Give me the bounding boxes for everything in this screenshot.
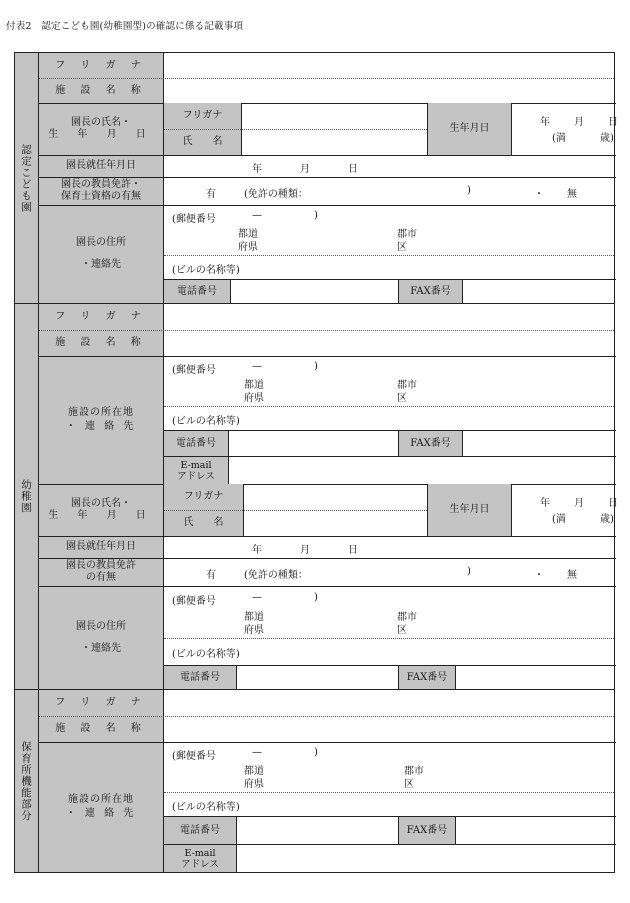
license-field[interactable]: 有 (免許の種類： ) ・ 無	[206, 185, 577, 200]
facility-name-input[interactable]	[164, 717, 614, 742]
appointment-date-label: 園長就任年月日	[66, 160, 136, 171]
section-label-yochien: 幼稚園	[15, 304, 39, 689]
director-name-birth-label: 園長の氏名・ 生 年 月 日	[48, 117, 154, 140]
director-furigana-input[interactable]	[242, 103, 427, 129]
furigana-input[interactable]	[164, 304, 614, 330]
director-furigana-input[interactable]	[244, 484, 427, 510]
facility-name-input[interactable]	[164, 331, 614, 356]
tel-input[interactable]	[237, 666, 398, 689]
fax-input[interactable]	[463, 431, 614, 456]
address-field[interactable]: (郵便番号 — ) 都道 府県 郡市 区	[172, 361, 417, 404]
email-input[interactable]	[237, 845, 614, 872]
section-label-hoikusho: 保育所機能部分	[15, 690, 39, 872]
facility-name-label: 施 設 名 称	[55, 337, 147, 348]
fax-label: FAX番号	[399, 666, 455, 689]
address-field[interactable]: (郵便番号 — ) 都道 府県 郡市 区	[172, 747, 424, 790]
tel-input[interactable]	[231, 280, 398, 303]
tel-input[interactable]	[237, 817, 398, 844]
tel-input[interactable]	[229, 431, 398, 456]
appointment-date-field[interactable]: 年 月 日	[252, 164, 358, 175]
facility-name-input[interactable]	[164, 79, 614, 103]
furigana-input[interactable]	[164, 690, 614, 716]
tel-label: 電話番号	[164, 817, 236, 844]
birthdate-label: 生年月日	[428, 484, 511, 536]
tel-label: 電話番号	[164, 431, 228, 456]
fax-input[interactable]	[463, 280, 614, 303]
director-address-label: 園長の住所 ・連絡先	[76, 620, 126, 654]
furigana-label: フ リ ガ ナ	[55, 311, 147, 322]
address-field[interactable]: (郵便番号 — ) 都道 府県 郡市 区	[172, 592, 417, 636]
director-address-label: 園長の住所 ・連絡先	[76, 237, 126, 270]
building-field[interactable]: (ビルの名称等)	[172, 416, 240, 427]
furigana-small-label: フリガナ	[164, 484, 243, 510]
fax-label: FAX番号	[399, 431, 462, 456]
fax-label: FAX番号	[399, 280, 462, 303]
director-name-birth-label: 園長の氏名・ 生 年 月 日	[48, 498, 154, 521]
facility-address-label: 施設の所在地 ・ 連 絡 先	[65, 794, 137, 819]
section-yochien	[14, 304, 618, 690]
address-field[interactable]: (郵便番号 — ) 都道 府県 郡市 区	[172, 210, 417, 253]
furigana-small-label: フリガナ	[164, 103, 241, 129]
email-label: E-mail アドレス	[164, 457, 228, 484]
license-label: 園長の教員免許 の有無	[66, 560, 136, 583]
furigana-label: フ リ ガ ナ	[55, 697, 147, 708]
director-name-input[interactable]	[242, 130, 427, 155]
form-title: 付表2 認定こども園(幼稚園型)の確認に係る記載事項	[6, 21, 244, 32]
facility-name-label: 施 設 名 称	[55, 723, 147, 734]
tel-label: 電話番号	[164, 666, 236, 689]
appointment-date-field[interactable]: 年 月 日	[252, 545, 358, 556]
fax-input[interactable]	[456, 666, 614, 689]
director-name-input[interactable]	[244, 511, 427, 536]
license-field[interactable]: 有 (免許の種類： ) ・ 無	[206, 566, 577, 581]
name-small-label: 氏 名	[164, 510, 243, 536]
email-input[interactable]	[229, 457, 614, 484]
building-field[interactable]: (ビルの名称等)	[172, 265, 240, 276]
section-nintei-kodomoen	[14, 52, 618, 304]
tel-label: 電話番号	[164, 280, 230, 303]
facility-name-label: 施 設 名 称	[55, 84, 147, 96]
section-label-nintei: 認定こども園	[15, 53, 39, 303]
building-field[interactable]: (ビルの名称等)	[172, 649, 240, 660]
fax-label: FAX番号	[399, 817, 455, 844]
section-hoikusho	[14, 690, 615, 873]
facility-address-label: 施設の所在地 ・ 連 絡 先	[65, 407, 137, 432]
license-label: 園長の教員免許・ 保育士資格の有無	[61, 179, 141, 202]
fax-input[interactable]	[456, 817, 614, 844]
appointment-date-label: 園長就任年月日	[66, 541, 136, 552]
birthdate-field[interactable]: 年 月 日 (満 歳)	[540, 498, 618, 525]
furigana-input[interactable]	[164, 53, 614, 78]
email-label: E-mail アドレス	[164, 845, 236, 872]
building-field[interactable]: (ビルの名称等)	[172, 802, 240, 813]
furigana-label: フ リ ガ ナ	[55, 59, 147, 71]
name-small-label: 氏 名	[164, 129, 241, 155]
birthdate-field[interactable]: 年 月 日 (満 歳)	[540, 117, 618, 144]
birthdate-label: 生年月日	[428, 103, 511, 155]
